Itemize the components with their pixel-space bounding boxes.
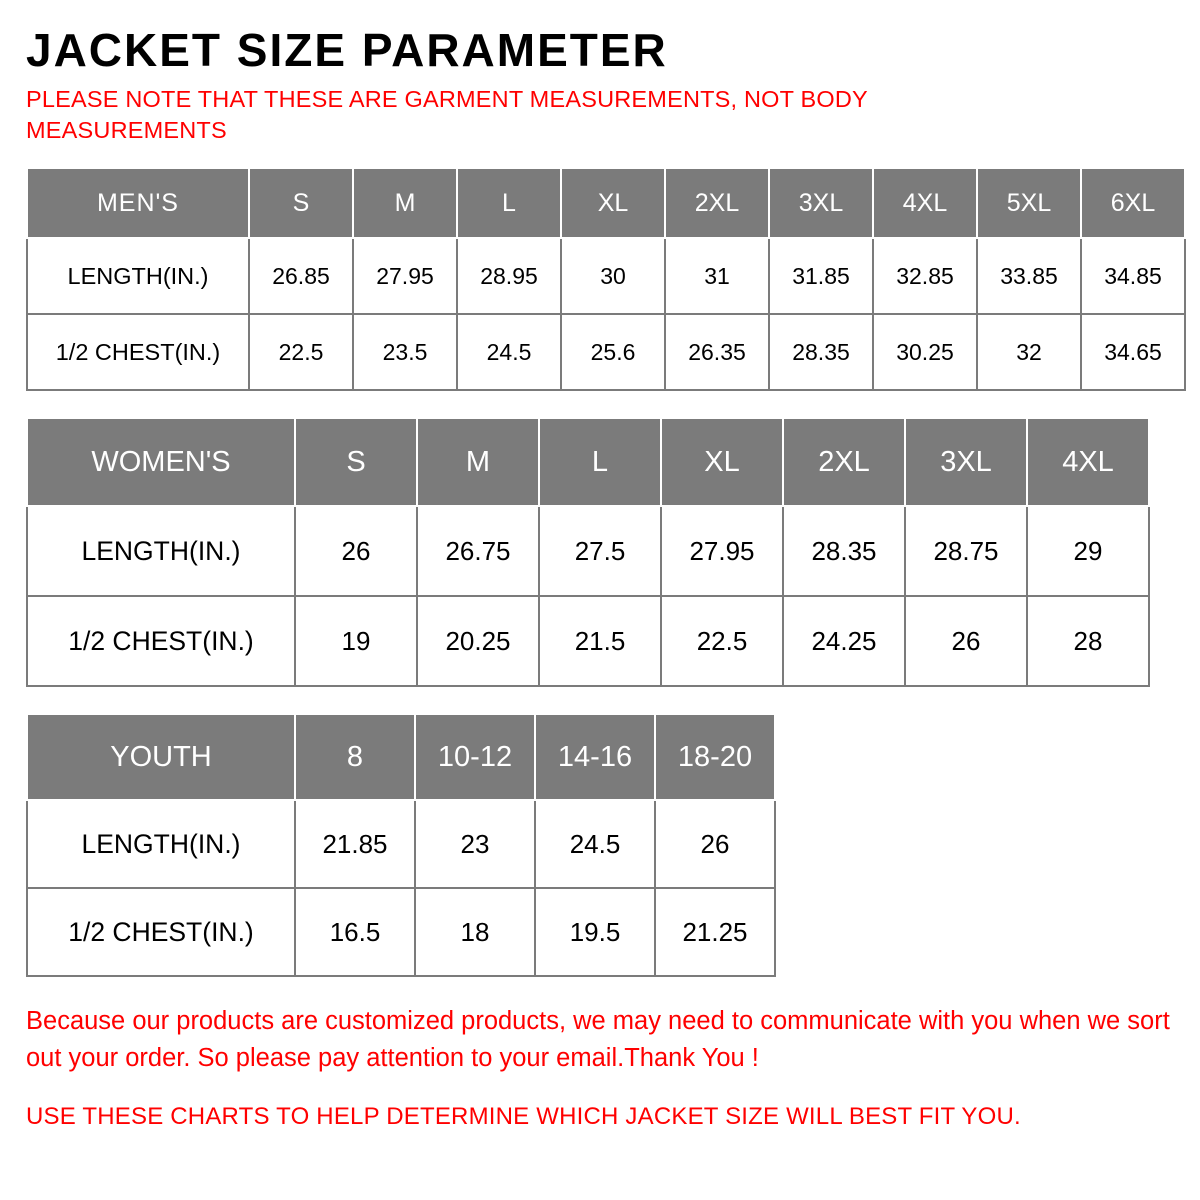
row-label: LENGTH(IN.) — [27, 506, 295, 596]
table-cell: 26 — [295, 506, 417, 596]
size-header: S — [249, 168, 353, 238]
size-header: M — [417, 418, 539, 506]
table-header-row — [27, 714, 775, 800]
size-header: 6XL — [1081, 168, 1185, 238]
table-cell: 23.5 — [353, 314, 457, 390]
table-cell: 21.85 — [295, 800, 415, 888]
table-cell: 33.85 — [977, 238, 1081, 314]
table-row — [27, 888, 775, 976]
table-header-row — [27, 418, 1149, 506]
table-cell: 21.25 — [655, 888, 775, 976]
size-header: 18-20 — [655, 714, 775, 800]
size-header: 3XL — [905, 418, 1027, 506]
size-header: XL — [661, 418, 783, 506]
table-row — [27, 314, 1185, 390]
table-cell: 28.95 — [457, 238, 561, 314]
table-cell: 24.5 — [457, 314, 561, 390]
size-header: 3XL — [769, 168, 873, 238]
size-header: 2XL — [665, 168, 769, 238]
page-title: JACKET SIZE PARAMETER — [26, 24, 668, 76]
table-row — [27, 800, 775, 888]
mens-table-title: MEN'S — [27, 168, 249, 238]
table-cell: 26.75 — [417, 506, 539, 596]
table-cell: 24.25 — [783, 596, 905, 686]
size-header: 4XL — [1027, 418, 1149, 506]
table-cell: 29 — [1027, 506, 1149, 596]
table-cell: 18 — [415, 888, 535, 976]
row-label: 1/2 CHEST(IN.) — [27, 888, 295, 976]
table-row — [27, 596, 1149, 686]
table-cell: 21.5 — [539, 596, 661, 686]
table-cell: 16.5 — [295, 888, 415, 976]
table-cell: 27.95 — [353, 238, 457, 314]
table-cell: 28.35 — [769, 314, 873, 390]
table-row — [27, 238, 1185, 314]
size-header: M — [353, 168, 457, 238]
womens-size-table — [26, 417, 1150, 687]
row-label: 1/2 CHEST(IN.) — [27, 596, 295, 686]
table-cell: 22.5 — [249, 314, 353, 390]
size-header: 5XL — [977, 168, 1081, 238]
table-cell: 26.35 — [665, 314, 769, 390]
size-header: 4XL — [873, 168, 977, 238]
table-cell: 19.5 — [535, 888, 655, 976]
youth-table-title: YOUTH — [27, 714, 295, 800]
table-cell: 32.85 — [873, 238, 977, 314]
table-cell: 28 — [1027, 596, 1149, 686]
table-cell: 30.25 — [873, 314, 977, 390]
row-label: 1/2 CHEST(IN.) — [27, 314, 249, 390]
table-cell: 31.85 — [769, 238, 873, 314]
footer-notes — [26, 1003, 1174, 1132]
womens-table-title: WOMEN'S — [27, 418, 295, 506]
table-cell: 19 — [295, 596, 417, 686]
table-cell: 27.95 — [661, 506, 783, 596]
footer-usage-note: USE THESE CHARTS TO HELP DETERMINE WHICH JACKET SIZE WILL BEST FIT YOU. — [26, 1103, 1021, 1131]
size-header: XL — [561, 168, 665, 238]
size-header: L — [457, 168, 561, 238]
table-cell: 27.5 — [539, 506, 661, 596]
table-cell: 26 — [655, 800, 775, 888]
table-cell: 30 — [561, 238, 665, 314]
size-header: 8 — [295, 714, 415, 800]
table-cell: 26 — [905, 596, 1027, 686]
table-row — [27, 506, 1149, 596]
table-cell: 24.5 — [535, 800, 655, 888]
table-cell: 23 — [415, 800, 535, 888]
table-cell: 25.6 — [561, 314, 665, 390]
table-header-row — [27, 168, 1185, 238]
size-header: 14-16 — [535, 714, 655, 800]
table-cell: 28.35 — [783, 506, 905, 596]
row-label: LENGTH(IN.) — [27, 800, 295, 888]
row-label: LENGTH(IN.) — [27, 238, 249, 314]
table-cell: 34.85 — [1081, 238, 1185, 314]
size-header: L — [539, 418, 661, 506]
table-cell: 31 — [665, 238, 769, 314]
footer-customization-note: Because our products are customized products, we may need to communicate with you when we sort out your order. So please pay attention to your email.Thank You ! — [26, 1007, 1170, 1073]
size-header: 10-12 — [415, 714, 535, 800]
size-header: 2XL — [783, 418, 905, 506]
table-cell: 28.75 — [905, 506, 1027, 596]
measurement-note: PLEASE NOTE THAT THESE ARE GARMENT MEASUREMENTS, NOT BODY MEASUREMENTS — [26, 86, 868, 143]
table-cell: 26.85 — [249, 238, 353, 314]
table-cell: 20.25 — [417, 596, 539, 686]
table-cell: 34.65 — [1081, 314, 1185, 390]
mens-size-table — [26, 167, 1186, 391]
youth-size-table — [26, 713, 776, 977]
table-cell: 22.5 — [661, 596, 783, 686]
table-cell: 32 — [977, 314, 1081, 390]
size-header: S — [295, 418, 417, 506]
